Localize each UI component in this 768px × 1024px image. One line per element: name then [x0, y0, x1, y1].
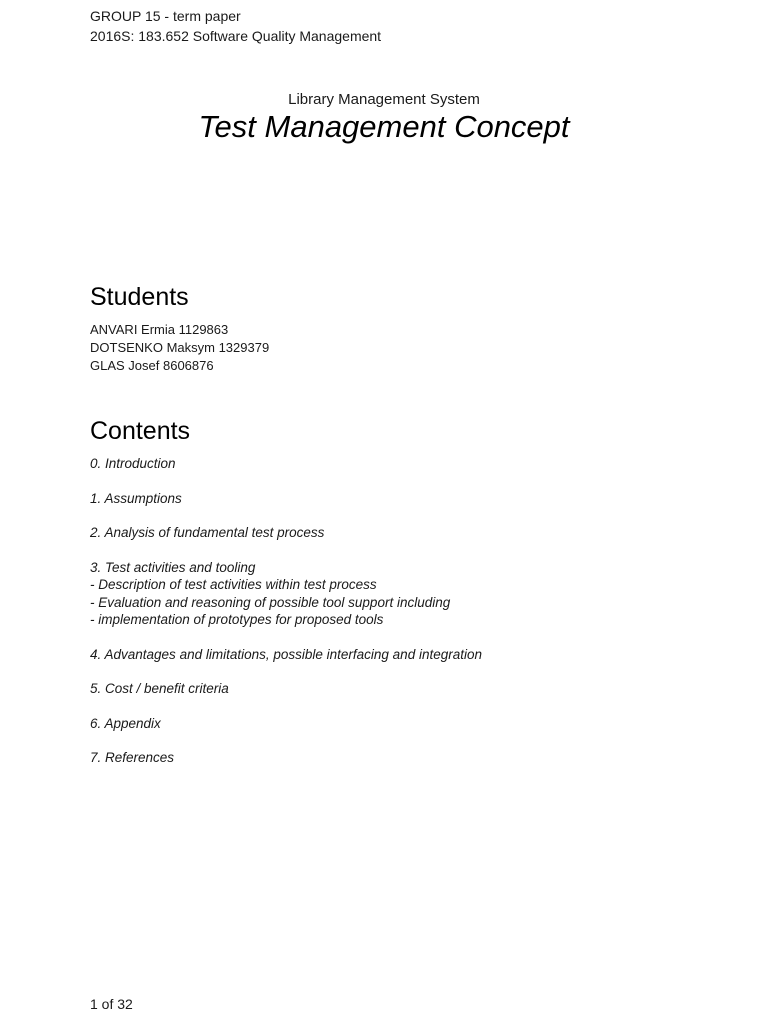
toc-entry [90, 490, 690, 508]
table-of-contents [90, 455, 690, 784]
student-item: DOTSENKO Maksym 1329379 [90, 340, 270, 355]
toc-entry-label: 5. Cost / benefit criteria [90, 681, 229, 696]
toc-entry [90, 524, 690, 542]
toc-entry-label: 2. Analysis of fundamental test process [90, 525, 325, 540]
toc-entry [90, 455, 690, 473]
document-title: Test Management Concept [198, 109, 570, 144]
toc-entry-label: 4. Advantages and limitations, possible interfacing and integration [90, 646, 482, 662]
toc-entry-label: 7. References [90, 750, 175, 765]
toc-entry [90, 680, 690, 698]
student-item: GLAS Josef 8606876 [90, 358, 214, 373]
toc-entry [90, 646, 690, 664]
toc-subentry: - implementation of prototypes for proposed tools [90, 612, 384, 627]
student-item: ANVARI Ermia 1129863 [90, 322, 229, 337]
header-group-label: GROUP 15 - term paper [90, 8, 241, 24]
toc-entry-label: 1. Assumptions [90, 490, 182, 506]
header-course-label: 2016S: 183.652 Software Quality Management [90, 28, 382, 44]
students-list [90, 321, 269, 375]
toc-entry [90, 749, 690, 767]
toc-entry-label: 0. Introduction [90, 456, 176, 471]
toc-subentry: - Evaluation and reasoning of possible tool support including [90, 594, 451, 610]
students-heading: Students [90, 283, 189, 311]
toc-entry [90, 559, 690, 629]
toc-entry-label: 3. Test activities and tooling [90, 559, 256, 575]
document-subtitle: Library Management System [288, 91, 480, 108]
toc-entry-label: 6. Appendix [90, 715, 161, 731]
toc-subentry: - Description of test activities within test process [90, 577, 377, 592]
toc-entry [90, 715, 690, 733]
page-number: 1 of 32 [90, 996, 133, 1012]
contents-heading: Contents [90, 417, 191, 445]
